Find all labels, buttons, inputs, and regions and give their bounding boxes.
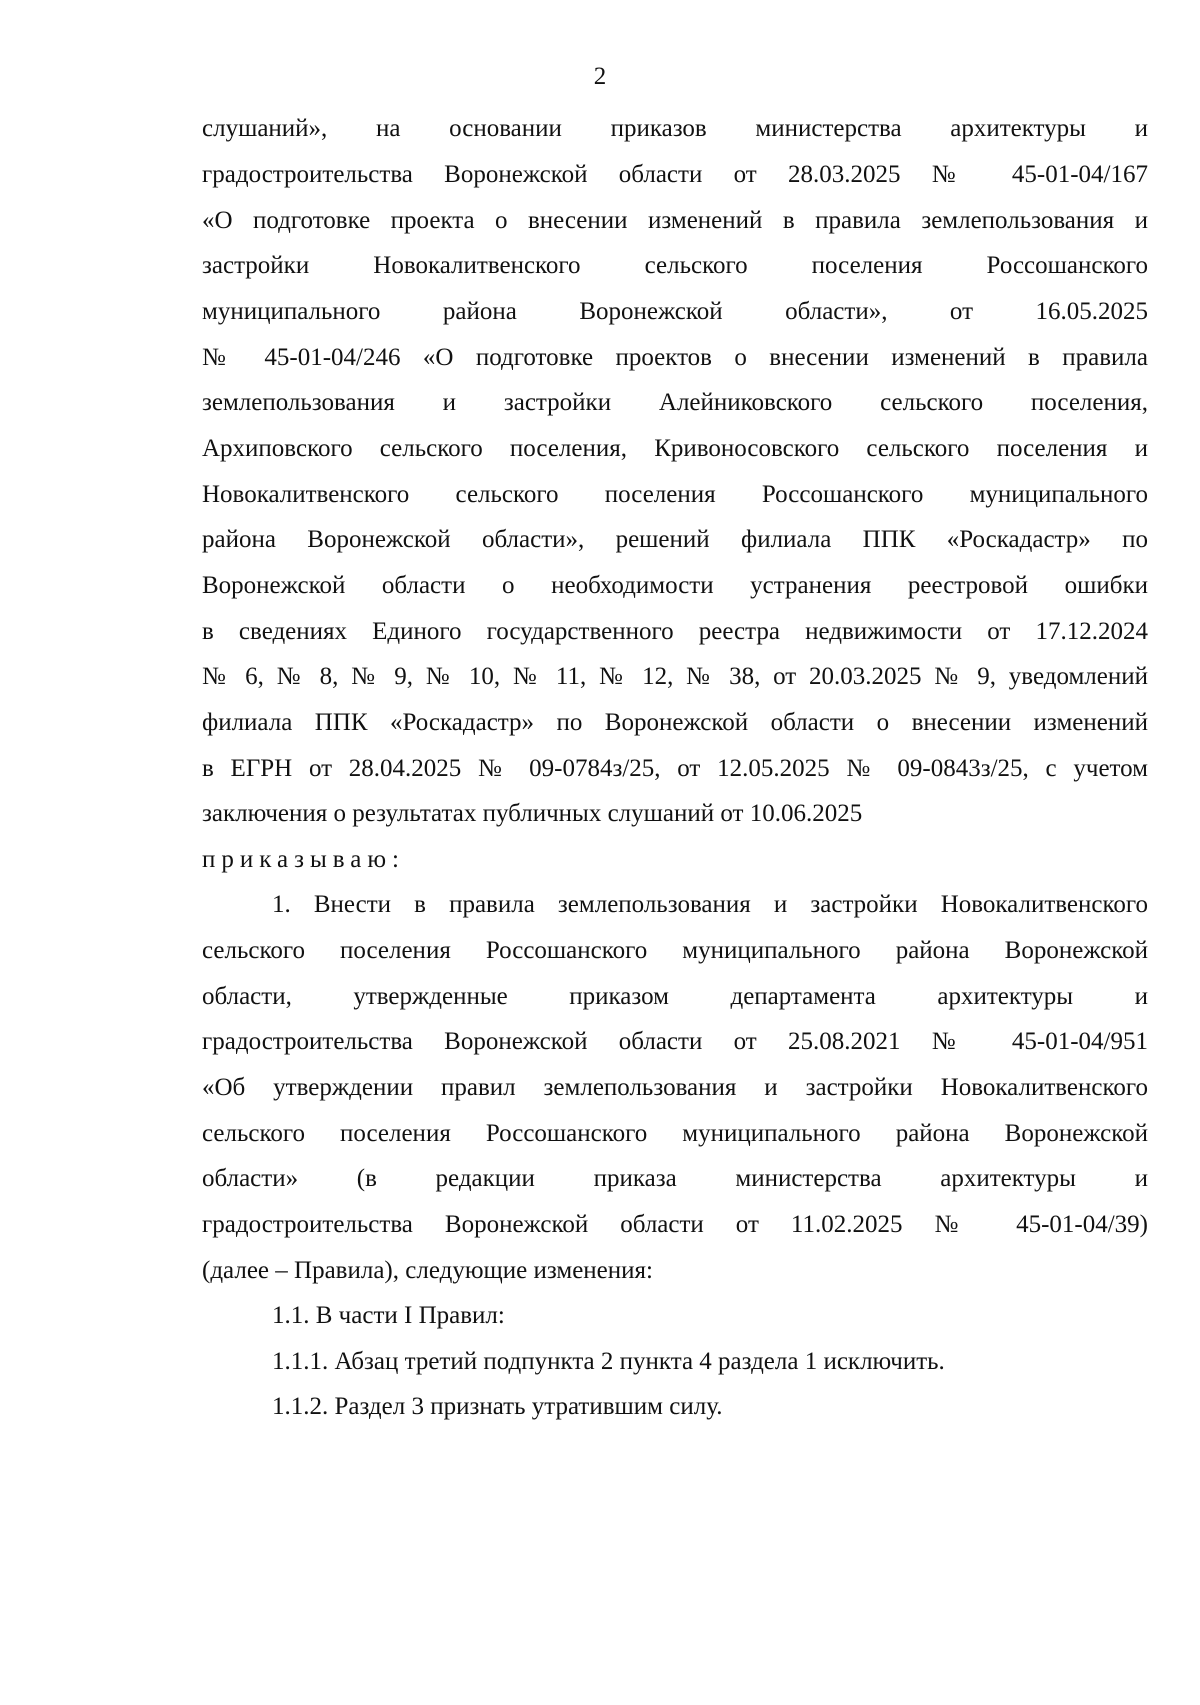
text-line: муниципального района Воронежской области», от 16.05.2025 xyxy=(202,298,1148,325)
text-line: 1.1.1. Абзац третий подпункта 2 пункта 4 раздела 1 исключить. xyxy=(272,1348,945,1375)
text-line: области, утвержденные приказом департамента архитектуры и xyxy=(202,983,1148,1010)
text-line: сельского поселения Россошанского муниципального района Воронежской xyxy=(202,937,1148,964)
text-line: 1.1.2. Раздел 3 признать утратившим силу. xyxy=(272,1393,723,1420)
text-line: градостроительства Воронежской области от 25.08.2021 № 45-01-04/951 xyxy=(202,1028,1148,1055)
text-line: заключения о результатах публичных слушаний от 10.06.2025 xyxy=(202,800,863,827)
text-line: района Воронежской области», решений филиала ППК «Роскадастр» по xyxy=(202,526,1148,553)
page-number: 2 xyxy=(593,63,607,90)
text-line: градостроительства Воронежской области от 28.03.2025 № 45-01-04/167 xyxy=(202,161,1148,188)
text-line: Воронежской области о необходимости устранения реестровой ошибки xyxy=(202,572,1148,599)
text-line: 1. Внести в правила землепользования и застройки Новокалитвенского xyxy=(272,891,1148,918)
text-line: № 6, № 8, № 9, № 10, № 11, № 12, № 38, от 20.03.2025 № 9, уведомлений xyxy=(202,663,1148,690)
text-line: в ЕГРН от 28.04.2025 № 09-0784з/25, от 12.05.2025 № 09-0843з/25, с учетом xyxy=(202,755,1148,782)
text-line: № 45-01-04/246 «О подготовке проектов о внесении изменений в правила xyxy=(202,344,1148,371)
text-line: Новокалитвенского сельского поселения Россошанского муниципального xyxy=(202,481,1148,508)
text-line: области» (в редакции приказа министерства архитектуры и xyxy=(202,1165,1148,1192)
text-line: сельского поселения Россошанского муниципального района Воронежской xyxy=(202,1120,1148,1147)
text-line: «О подготовке проекта о внесении изменений в правила землепользования и xyxy=(202,207,1148,234)
text-line: филиала ППК «Роскадастр» по Воронежской области о внесении изменений xyxy=(202,709,1148,736)
text-line: слушаний», на основании приказов министерства архитектуры и xyxy=(202,115,1148,142)
text-line: градостроительства Воронежской области от 11.02.2025 № 45-01-04/39) xyxy=(202,1211,1148,1238)
text-line: Архиповского сельского поселения, Кривоносовского сельского поселения и xyxy=(202,435,1148,462)
text-line: застройки Новокалитвенского сельского поселения Россошанского xyxy=(202,252,1148,279)
text-line: 1.1. В части I Правил: xyxy=(272,1302,505,1329)
decree-keyword: приказываю: xyxy=(202,846,405,873)
text-line: в сведениях Единого государственного реестра недвижимости от 17.12.2024 xyxy=(202,618,1148,645)
text-line: (далее – Правила), следующие изменения: xyxy=(202,1257,653,1284)
text-line: землепользования и застройки Алейниковского сельского поселения, xyxy=(202,389,1148,416)
text-line: «Об утверждении правил землепользования и застройки Новокалитвенского xyxy=(202,1074,1148,1101)
